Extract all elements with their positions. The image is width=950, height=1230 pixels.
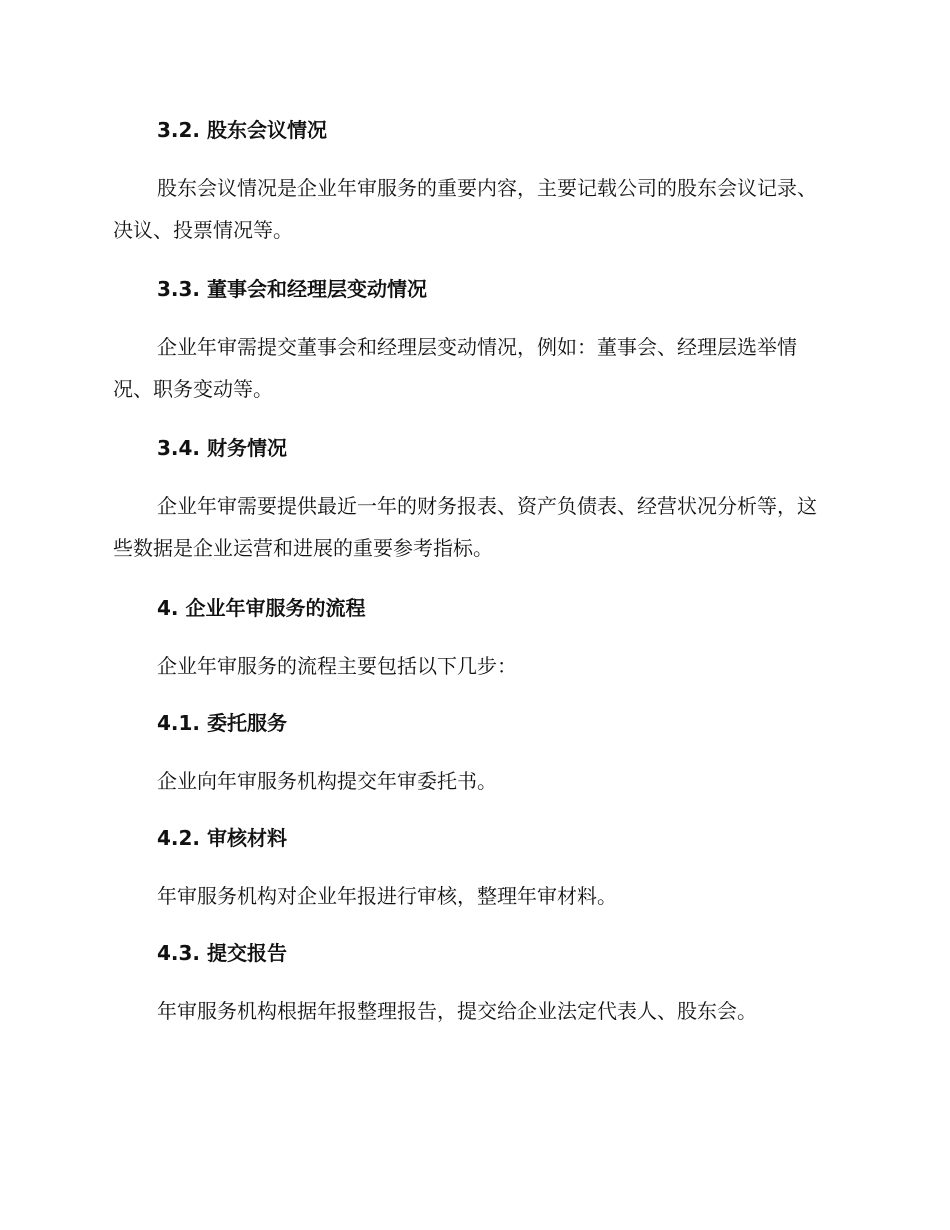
section-body-3-2: 股东会议情况是企业年审服务的重要内容，主要记载公司的股东会议记录、决议、投票情况等。	[113, 176, 817, 242]
section-heading-4-2: 4.2. 审核材料	[157, 826, 287, 850]
section-heading-3-4: 3.4. 财务情况	[157, 436, 287, 460]
section-heading-4-3: 4.3. 提交报告	[157, 941, 287, 965]
section-heading-4: 4. 企业年审服务的流程	[157, 596, 366, 620]
section-body-4-1: 企业向年审服务机构提交年审委托书。	[157, 769, 497, 793]
section-body-4-3: 年审服务机构根据年报整理报告，提交给企业法定代表人、股东会。	[157, 999, 757, 1023]
section-body-4: 企业年审服务的流程主要包括以下几步：	[157, 654, 517, 678]
section-body-3-3: 企业年审需提交董事会和经理层变动情况，例如：董事会、经理层选举情况、职务变动等。	[113, 335, 797, 401]
section-heading-3-2: 3.2. 股东会议情况	[157, 118, 327, 142]
section-heading-3-3: 3.3. 董事会和经理层变动情况	[157, 277, 427, 301]
section-body-3-4: 企业年审需要提供最近一年的财务报表、资产负债表、经营状况分析等，这些数据是企业运营和进展的重要参考指标。	[113, 494, 817, 560]
section-heading-4-1: 4.1. 委托服务	[157, 711, 287, 735]
section-body-4-2: 年审服务机构对企业年报进行审核，整理年审材料。	[157, 884, 617, 908]
